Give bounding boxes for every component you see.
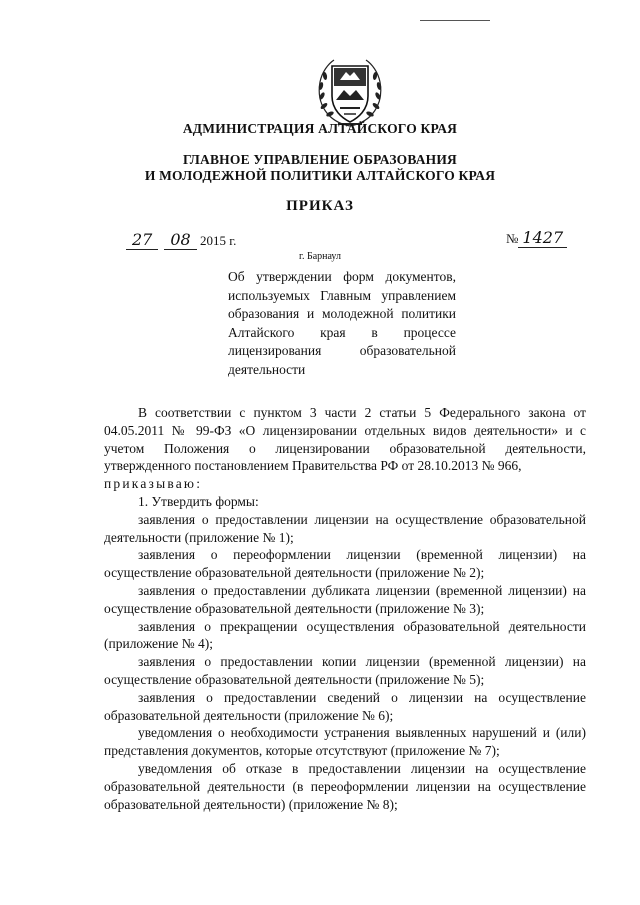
order-number xyxy=(506,228,567,247)
order-date xyxy=(126,230,236,249)
number-handwritten: 1427 xyxy=(518,228,567,248)
item-1: 1. Утвердить формы: xyxy=(138,493,259,509)
form-item: уведомления об отказе в предоставлении лицензии на осуществление образовательной деятельности (в переоформлении лицензии на осуществление образовательной деятельности) (приложение № 8); xyxy=(104,760,586,812)
date-month-handwritten: 08 xyxy=(164,230,196,250)
department-name-line-1: ГЛАВНОЕ УПРАВЛЕНИЕ ОБРАЗОВАНИЯ xyxy=(183,152,457,167)
document-type-title: ПРИКАЗ xyxy=(286,198,354,214)
order-word: приказываю: xyxy=(104,476,203,492)
city: г. Барнаул xyxy=(299,251,341,262)
date-year: 2015 г. xyxy=(199,233,237,248)
order-subject: Об утверждении форм документов, используемых Главным управлением образования и молодежной политики Алтайского края в процессе лицензирования образовательной деятельности xyxy=(228,269,456,377)
number-label: № xyxy=(506,231,519,246)
department-name-line-2: И МОЛОДЕЖНОЙ ПОЛИТИКИ АЛТАЙСКОГО КРАЯ xyxy=(144,168,496,183)
order-body xyxy=(104,404,586,813)
form-item: заявления о предоставлении сведений о лицензии на осуществление образовательной деятельности (приложение № 6); xyxy=(104,689,586,723)
form-item: заявления о предоставлении дубликата лицензии (временной лицензии) на осуществление образовательной деятельности (приложение № 3); xyxy=(104,582,586,616)
top-scan-line xyxy=(420,20,490,21)
form-item: заявления о предоставлении лицензии на осуществление образовательной деятельности (приложение № 1); xyxy=(104,511,586,545)
organization-name: АДМИНИСТРАЦИЯ АЛТАЙСКОГО КРАЯ xyxy=(182,121,458,136)
date-day-handwritten: 27 xyxy=(126,230,158,250)
form-item: заявления о прекращении осуществления образовательной деятельности (приложение № 4); xyxy=(104,618,586,652)
form-item: заявления о переоформлении лицензии (временной лицензии) на осуществление образовательной деятельности (приложение № 2); xyxy=(104,547,586,581)
form-item: заявления о предоставлении копии лицензии (временной лицензии) на осуществление образовательной деятельности (приложение № 5); xyxy=(104,654,586,687)
form-item: уведомления о необходимости устранения выявленных нарушений и (или) представления документов, которые отсутствуют (приложение № 7); xyxy=(104,725,586,759)
intro-paragraph: В соответствии с пунктом 3 части 2 статьи 5 Федерального закона от 04.05.2011 № 99-ФЗ «О лицензировании отдельных видов деятельности» и с учетом Положения о лицензировании образовательной деятельности, утвержденного постановлением Правительства РФ от 28.10.2013 № 966, xyxy=(104,405,586,474)
coat-of-arms-icon xyxy=(310,52,390,132)
